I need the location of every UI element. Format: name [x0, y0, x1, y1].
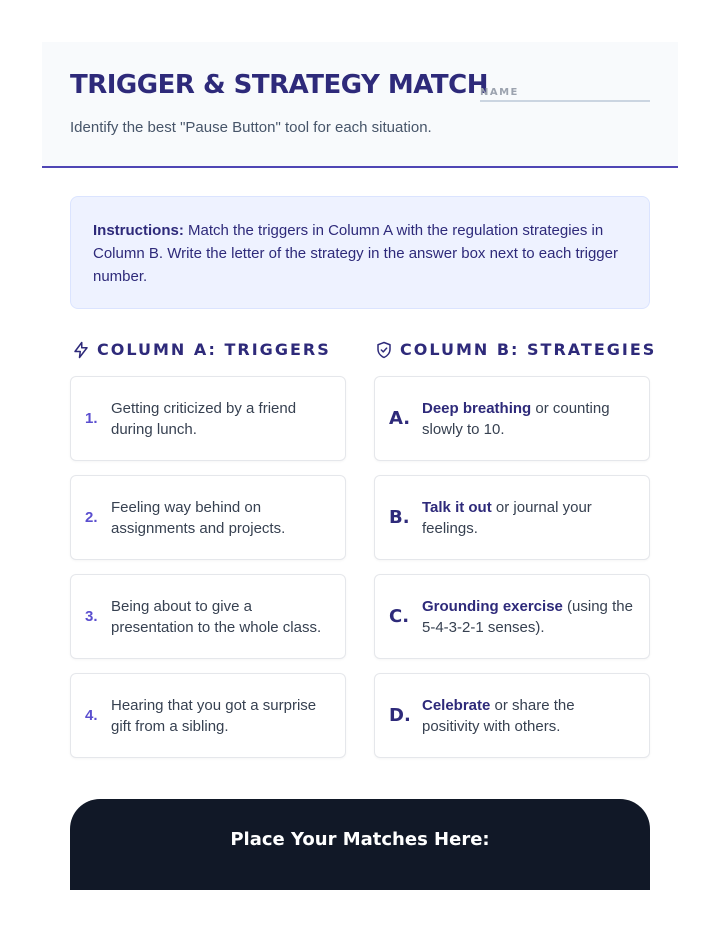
instructions-box [70, 196, 650, 309]
worksheet-header [42, 42, 678, 168]
trigger-card [70, 475, 346, 560]
trigger-number: 2. [85, 509, 98, 526]
strategy-text [422, 497, 635, 539]
strategy-keyword: Celebrate [422, 696, 491, 714]
strategy-text [422, 695, 635, 737]
strategy-card [374, 376, 650, 461]
strategy-keyword: Grounding exercise [422, 597, 563, 615]
instructions-label: Instructions: [93, 222, 184, 239]
strategy-letter: D. [389, 705, 411, 726]
strategy-letter: C. [389, 606, 410, 627]
column-a-heading [72, 340, 331, 359]
column-b-title: COLUMN B: STRATEGIES [400, 340, 657, 359]
trigger-text: Hearing that you got a surprise gift from a sibling. [111, 696, 317, 735]
strategy-detail: or journal your feelings. [422, 498, 592, 537]
strategy-letter: A. [389, 408, 411, 429]
strategy-card [374, 475, 650, 560]
answer-panel-title: Place Your Matches Here: [230, 829, 490, 850]
column-a-title: COLUMN A: TRIGGERS [97, 340, 331, 359]
strategy-text [422, 596, 635, 638]
column-b-heading [375, 340, 656, 359]
strategy-keyword: Talk it out [422, 498, 492, 516]
name-field[interactable] [480, 82, 650, 102]
strategy-detail: or counting slowly to 10. [422, 399, 610, 438]
strategy-keyword: Deep breathing [422, 399, 532, 417]
trigger-card [70, 376, 346, 461]
instructions-text: Match the triggers in Column A with the regulation strategies in Column B. Write the letter of the strategy in the answer box next to each trigger number. [93, 222, 618, 285]
trigger-number: 3. [85, 608, 98, 625]
strategy-card [374, 574, 650, 659]
trigger-number: 1. [85, 410, 98, 427]
trigger-text: Getting criticized by a friend during lunch. [111, 399, 297, 438]
trigger-text: Being about to give a presentation to the whole class. [111, 597, 322, 636]
strategy-letter: B. [389, 507, 410, 528]
trigger-text: Feeling way behind on assignments and projects. [111, 498, 286, 537]
strategy-detail: (using the 5-4-3-2-1 senses). [422, 597, 633, 636]
strategy-detail: or share the positivity with others. [422, 696, 575, 735]
shield-check-icon [375, 341, 393, 359]
trigger-card [70, 673, 346, 758]
strategy-card [374, 673, 650, 758]
lightning-bolt-icon [72, 341, 90, 359]
strategy-text [422, 398, 635, 440]
answer-panel [70, 799, 650, 890]
page-subtitle: Identify the best "Pause Button" tool for each situation. [70, 119, 432, 136]
trigger-card [70, 574, 346, 659]
trigger-number: 4. [85, 707, 98, 724]
page-title: TRIGGER & STRATEGY MATCH [70, 70, 488, 100]
